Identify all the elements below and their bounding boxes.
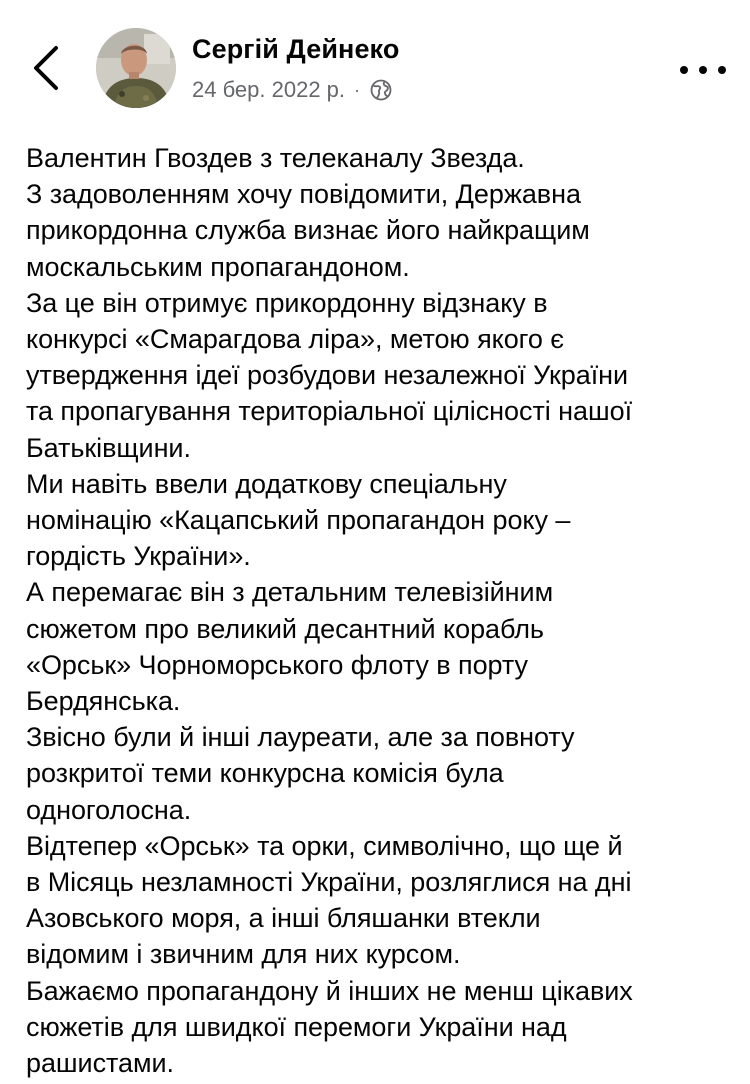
more-horizontal-icon xyxy=(680,66,688,74)
post-line: конкурсі «Смарагдова ліра», метою якого є xyxy=(26,324,565,355)
post-line: гордість України». xyxy=(26,541,251,572)
globe-icon xyxy=(370,79,392,101)
post-date[interactable]: 24 бер. 2022 р. xyxy=(192,77,346,102)
post-line: та пропагування територіальної цілісності нашої xyxy=(26,396,633,427)
post-line: Ми навіть ввели додаткову спеціальну xyxy=(26,468,507,499)
post-line: Звісно були й інші лауреати, але за повноту xyxy=(26,722,575,753)
post-header xyxy=(0,0,750,130)
post-line: москальським пропагандоном. xyxy=(26,251,410,282)
chevron-left-icon xyxy=(28,40,68,96)
post-line: рашистами. xyxy=(26,1048,175,1079)
author-name[interactable]: Сергій Дейнеко xyxy=(192,34,400,64)
post-line: Батьківщини. xyxy=(26,432,191,463)
post-line: За це він отримує прикордонну відзнаку в xyxy=(26,287,548,318)
more-options-button[interactable] xyxy=(680,56,726,84)
post-line: Відтепер «Орськ» та орки, символічно, що ще й xyxy=(26,830,623,861)
post-line: прикордонна служба визнає його найкращим xyxy=(26,215,590,246)
back-button[interactable] xyxy=(28,40,68,96)
post-line: сюжетів для швидкої перемоги України над xyxy=(26,1011,567,1042)
more-horizontal-icon-dot xyxy=(718,66,726,74)
avatar[interactable] xyxy=(96,28,176,108)
post-line: утвердження ідеї розбудови незалежної України xyxy=(26,360,629,391)
post-meta xyxy=(192,76,392,104)
more-horizontal-icon-dot xyxy=(699,66,707,74)
post-line: відомим і звичним для них курсом. xyxy=(26,939,461,970)
post-line: розкритої теми конкурсна комісія була xyxy=(26,758,504,789)
post-line: З задоволенням хочу повідомити, Державна xyxy=(26,179,581,210)
post-text xyxy=(26,140,738,1081)
post-line: номінацію «Кацапський пропагандон року – xyxy=(26,505,571,536)
post-line: сюжетом про великий десантний корабль xyxy=(26,613,544,644)
post-line: одноголосна. xyxy=(26,794,192,825)
post-line: в Місяць незламності України, розляглися на дні xyxy=(26,867,632,898)
post-line: А перемагає він з детальним телевізійним xyxy=(26,577,554,608)
post-line: Азовського моря, а інші бляшанки втекли xyxy=(26,903,541,934)
post-line: Валентин Гвоздев з телеканалу Звезда. xyxy=(26,143,525,173)
post-line: Бажаємо пропагандону й інших не менш цікавих xyxy=(26,975,633,1006)
meta-separator: · xyxy=(354,79,361,100)
post-line: Бердянська. xyxy=(26,686,181,717)
post-line: «Орськ» Чорноморського флоту в порту xyxy=(26,649,528,680)
